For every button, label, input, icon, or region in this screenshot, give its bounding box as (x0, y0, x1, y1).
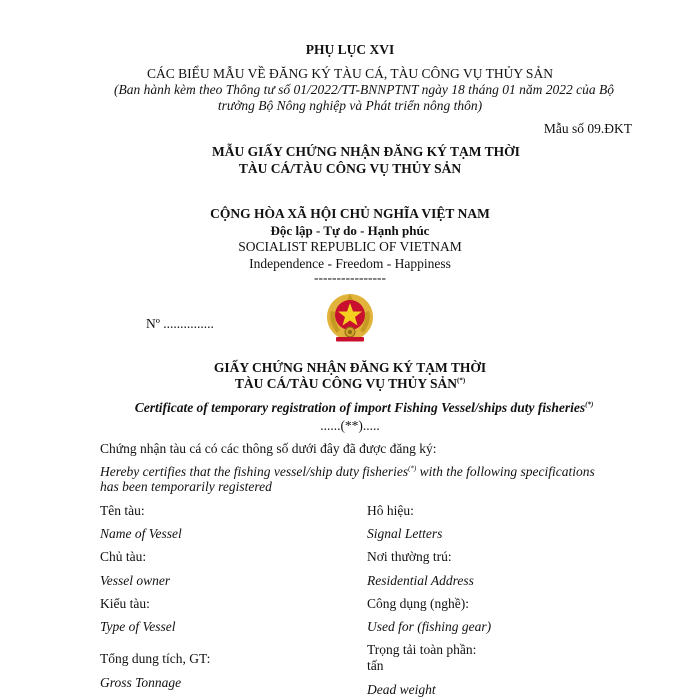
vessel-name-label-en: Name of Vessel (100, 526, 182, 541)
certify-statement-en-text-rest: with the following specifications (416, 464, 595, 479)
motto-vi: Độc lập - Tự do - Hạnh phúc (270, 223, 430, 238)
certificate-number: Nº ............... (146, 316, 214, 331)
certificate-title-en (14, 400, 700, 416)
certificate-title-line-2-text: TÀU CÁ/TÀU CÔNG VỤ THỦY SẢN (234, 376, 457, 391)
deadweight-unit: tấn (367, 658, 384, 673)
gross-tonnage-label: Tổng dung tích, GT: (100, 651, 211, 666)
national-emblem-icon (325, 292, 375, 344)
certificate-title-en-text: Certificate of temporary registration of import Fishing Vessel/ships duty fisheries (134, 400, 586, 415)
owner-label: Chủ tàu: (100, 549, 147, 564)
owner-label-en: Vessel owner (100, 573, 171, 588)
signal-letters-label-en: Signal Letters (367, 526, 443, 541)
certify-statement-en-mark: (*) (408, 464, 417, 473)
form-number: Mẫu số 09.ĐKT (543, 121, 632, 136)
issuance-line-1: (Ban hành kèm theo Thông tư số 01/2022/TT-BNNPTNT ngày 18 tháng 01 năm 2022 của Bộ (114, 82, 614, 97)
usage-label-en: Used for (fishing gear) (367, 619, 492, 634)
motto-en: Independence - Freedom - Happiness (249, 256, 451, 271)
document-heading: CÁC BIỂU MẪU VỀ ĐĂNG KÝ TÀU CÁ, TÀU CÔNG VỤ THỦY SẢN (147, 66, 553, 81)
issuance-line-2: trưởng Bộ Nông nghiệp và Phát triển nông thôn) (217, 98, 483, 113)
certify-statement-vi: Chứng nhận tàu cá có các thông số dưới đây đã được đăng ký: (100, 441, 437, 456)
appendix-label: PHỤ LỤC XVI (305, 42, 395, 57)
republic-name-vi: CỘNG HÒA XÃ HỘI CHỦ NGHĨA VIỆT NAM (210, 206, 490, 221)
signal-letters-label: Hô hiệu: (367, 503, 414, 518)
form-title-line-1: MẪU GIẤY CHỨNG NHẬN ĐĂNG KÝ TẠM THỜI (212, 144, 520, 159)
certify-statement-en-line-1 (100, 464, 595, 480)
certify-statement-en-text: Hereby certifies that the fishing vessel/ship duty fisheries (100, 464, 409, 479)
certificate-title-mark: (*) (456, 376, 466, 385)
certificate-title-en-mark: (*) (585, 400, 594, 409)
residence-label-en: Residential Address (367, 573, 474, 588)
certify-statement-en-line-2: has been temporarily registered (100, 479, 272, 494)
certificate-title-line-1: GIẤY CHỨNG NHẬN ĐĂNG KÝ TẠM THỜI (213, 360, 487, 375)
residence-label: Nơi thường trú: (367, 549, 452, 564)
usage-label: Công dụng (nghề): (367, 596, 469, 611)
vessel-type-label-en: Type of Vessel (100, 619, 176, 634)
deadweight-label: Trọng tải toàn phần: (367, 642, 477, 657)
vessel-name-label: Tên tàu: (100, 503, 145, 518)
placeholder-note: ......(**)..... (320, 418, 380, 433)
vessel-type-label: Kiểu tàu: (100, 596, 150, 611)
divider: ---------------- (314, 270, 386, 285)
republic-name-en: SOCIALIST REPUBLIC OF VIETNAM (238, 239, 462, 254)
form-title-line-2: TÀU CÁ/TÀU CÔNG VỤ THỦY SẢN (238, 161, 462, 176)
deadweight-label-en: Dead weight (367, 682, 436, 697)
certificate-title-line-2 (0, 376, 700, 392)
gross-tonnage-label-en: Gross Tonnage (100, 675, 182, 690)
